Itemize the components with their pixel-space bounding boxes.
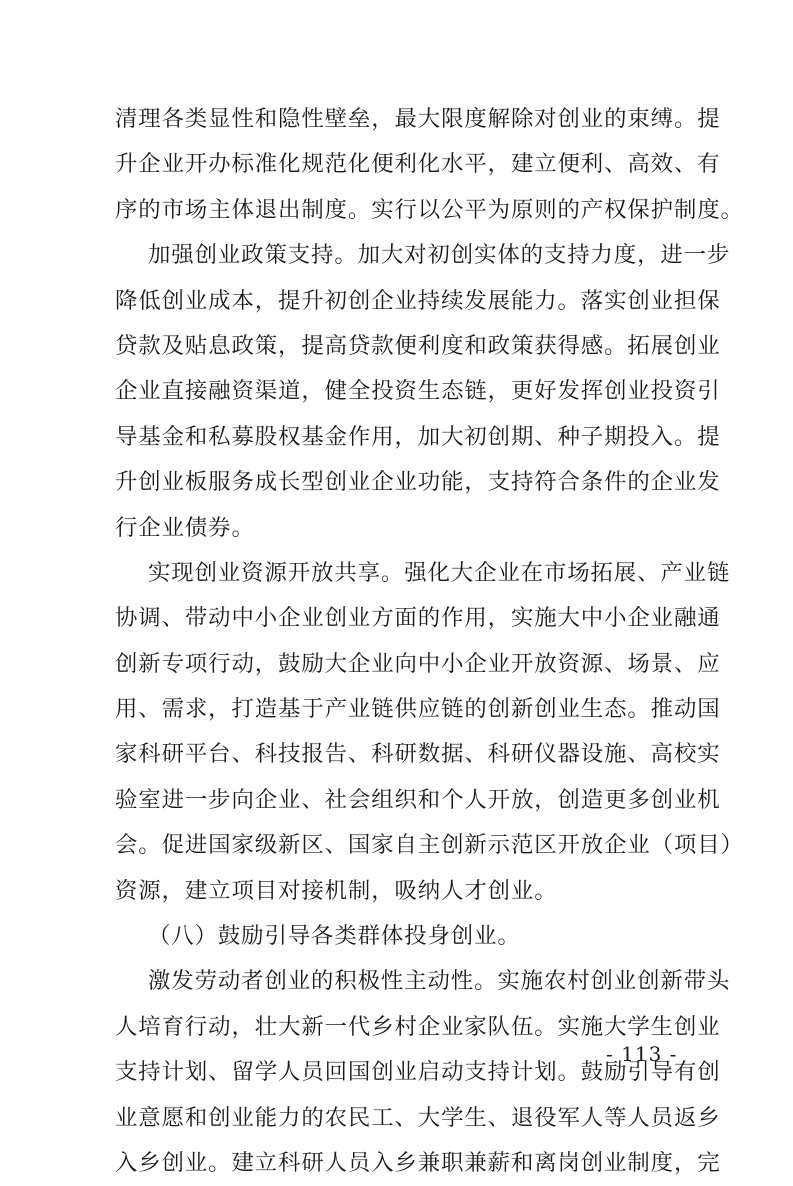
- text-line: 会。促进国家级新区、国家自主创新示范区开放企业（项目）: [115, 832, 744, 859]
- text-line: 用、需求，打造基于产业链供应链的创新创业生态。推动国: [115, 696, 721, 723]
- page-number: - 113 -: [606, 1042, 678, 1066]
- text-line: 升创业板服务成长型创业企业功能，支持符合条件的企业发: [115, 469, 721, 496]
- text-line: 企业直接融资渠道，健全投资生态链，更好发挥创业投资引: [115, 378, 721, 405]
- text-line: 升企业开办标准化规范化便利化水平，建立便利、高效、有: [115, 151, 721, 178]
- text-line: 支持计划、留学人员回国创业启动支持计划。鼓励引导有创: [115, 1059, 721, 1086]
- text-line: 家科研平台、科技报告、科研数据、科研仪器设施、高校实: [115, 741, 721, 768]
- text-line: 创新专项行动，鼓励大企业向中小企业开放资源、场景、应: [115, 650, 721, 677]
- text-line: 资源，建立项目对接机制，吸纳人才创业。: [115, 877, 558, 904]
- text-line: 入乡创业。建立科研人员入乡兼职兼薪和离岗创业制度，完: [115, 1149, 721, 1176]
- text-line: 行企业债券。: [115, 514, 255, 541]
- text-line: 导基金和私募股权基金作用，加大初创期、种子期投入。提: [115, 423, 721, 450]
- paragraph-start-line: 实现创业资源开放共享。强化大企业在市场拓展、产业链: [148, 559, 731, 586]
- text-line: 序的市场主体退出制度。实行以公平为原则的产权保护制度。: [115, 196, 744, 223]
- text-line: 协调、带动中小企业创业方面的作用，实施大中小企业融通: [115, 605, 721, 632]
- body-text: [115, 97, 744, 1186]
- text-line: 业意愿和创业能力的农民工、大学生、退役军人等人员返乡: [115, 1104, 721, 1131]
- paragraph-start-line: 加强创业政策支持。加大对初创实体的支持力度，进一步: [148, 242, 731, 269]
- section-heading: （八）鼓励引导各类群体投身创业。: [148, 923, 521, 950]
- paragraph-start-line: 激发劳动者创业的积极性主动性。实施农村创业创新带头: [148, 968, 731, 995]
- text-line: 降低创业成本，提升初创企业持续发展能力。落实创业担保: [115, 287, 721, 314]
- text-line: 验室进一步向企业、社会组织和个人开放，创造更多创业机: [115, 786, 721, 813]
- text-line: 贷款及贴息政策，提高贷款便利度和政策获得感。拓展创业: [115, 332, 721, 359]
- text-line: 人培育行动，壮大新一代乡村企业家队伍。实施大学生创业: [115, 1013, 721, 1040]
- text-line: 清理各类显性和隐性壁垒，最大限度解除对创业的束缚。提: [115, 106, 721, 132]
